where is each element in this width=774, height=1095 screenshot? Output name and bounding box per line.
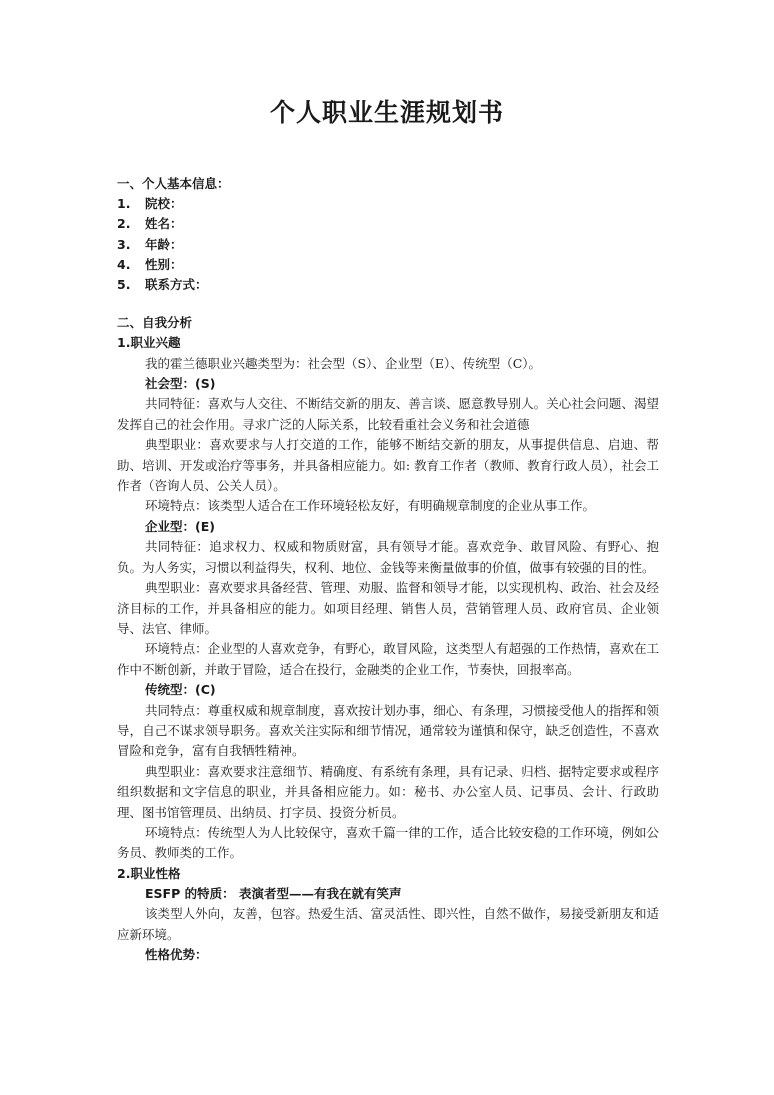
list-item-number: 5. [117,277,131,293]
list-item [117,235,659,255]
list-item-label: 年龄： [145,236,183,252]
esfp-traits-heading: ESFP 的特质： 表演者型——有我在就有笑声 [145,885,402,901]
list-item [117,255,659,275]
list-item-number: 3. [117,236,131,252]
list-item-number: 1. [117,196,131,212]
basic-info-list [117,194,659,295]
list-item [117,194,659,214]
list-item-number: 4. [117,256,131,272]
personality-strengths-heading: 性格优势： [145,947,208,963]
section-basic-info-heading: 一、个人基本信息： [117,176,230,191]
conventional-type-heading: 传统型：(C) [145,682,216,698]
social-environment: 环境特点：该类型人适合在工作环境轻松友好，有明确规章制度的企业从事工作。 [145,498,596,514]
conventional-typical-jobs: 典型职业：喜欢要求注意细节、精确度、有系统有条理，具有记录、归档、据特定要求或程序组织数据和文字信息的职业，并具备相应能力。如：秘书、办公室人员、记事员、会计、行政助理、图书馆管理员、出纳员、打字员、投资分析员。 [117,763,659,820]
list-item-label: 姓名： [145,216,183,232]
enterprising-type-heading: 企业型：(E) [145,518,215,534]
section-self-analysis-heading: 二、自我分析 [117,315,193,331]
enterprising-typical-jobs: 典型职业：喜欢要求具备经营、管理、劝服、监督和领导才能，以实现机构、政治、社会及经济目标的工作，并具备相应的能力。如项目经理、销售人员，营销管理人员、政府官员、企业领导、法官、律师。 [117,580,659,636]
conventional-environment: 环境特点：传统型人为人比较保守，喜欢千篇一律的工作，适合比较安稳的工作环境，例如公务员、教师类的工作。 [117,824,659,861]
career-interest-heading: 1.职业兴趣 [117,335,181,351]
social-type-heading: 社会型：(S) [145,376,216,392]
list-item-label: 院校： [145,196,183,212]
holland-intro-paragraph: 我的霍兰德职业兴趣类型为：社会型（S）、企业型（E）、传统型（C）。 [145,355,542,371]
list-item [117,275,659,295]
list-item-label: 联系方式： [145,277,208,293]
esfp-description: 该类型人外向，友善，包容。热爱生活、富灵活性、即兴性，自然不做作，易接受新朋友和适应新环境。 [117,906,659,942]
section-spacer [117,295,659,313]
document-title: 个人职业生涯规划书 [269,98,504,127]
list-item [117,214,659,234]
social-typical-jobs: 典型职业：喜欢要求与人打交道的工作，能够不断结交新的朋友，从事提供信息、启迪、帮助、培训、开发或治疗等事务，并具备相应能力。如: 教育工作者（教师、教育行政人员），社会工作者（咨询人员、公关人员）。 [117,437,659,494]
list-item-label: 性别： [145,256,183,272]
list-item-number: 2. [117,216,131,232]
enterprising-environment: 环境特点：企业型的人喜欢竞争，有野心，敢冒风险，这类型人有超强的工作热情，喜欢在工作中不断创新，并敢于冒险，适合在投行，金融类的企业工作，节奏快，回报率高。 [117,641,659,677]
conventional-common-traits: 共同特点：尊重权威和规章制度，喜欢按计划办事，细心、有条理，习惯接受他人的指挥和领导，自己不谋求领导职务。喜欢关注实际和细节情况，通常较为谨慎和保守，缺乏创造性，不喜欢冒险和竞争，富有自我牺牲精神。 [117,702,659,759]
enterprising-common-traits: 共同特征：追求权力、权威和物质财富，具有领导才能。喜欢竞争、敢冒风险、有野心、抱负。为人务实，习惯以利益得失，权利、地位、金钱等来衡量做事的价值，做事有较强的目的性。 [117,539,659,575]
social-common-traits: 共同特征：喜欢与人交往、不断结交新的朋友、善言谈、愿意教导别人。关心社会问题、渴望发挥自己的社会作用。寻求广泛的人际关系，比较看重社会义务和社会道德 [117,396,659,432]
career-personality-heading: 2.职业性格 [117,865,181,881]
document-body [117,174,659,966]
